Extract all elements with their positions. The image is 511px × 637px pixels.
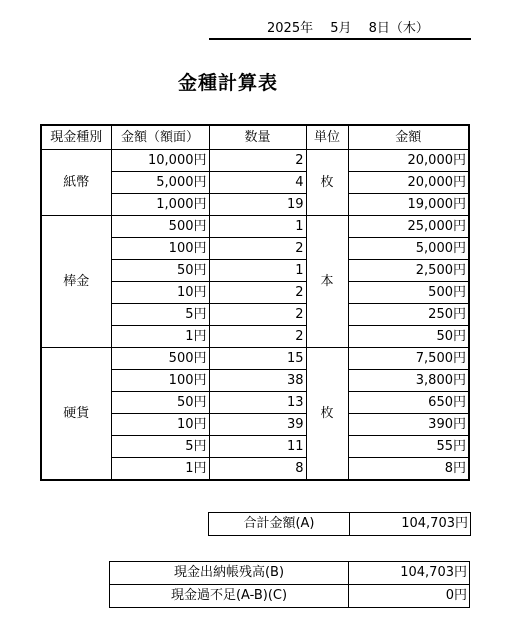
page-title: 金種計算表 — [178, 72, 279, 94]
quantity-cell: 39 — [209, 414, 306, 436]
total-value: 104,703円 — [350, 513, 471, 536]
quantity-cell: 2 — [209, 238, 306, 260]
cash-difference-label: 現金過不足(A-B)(C) — [110, 585, 349, 608]
face-value-cell: 500円 — [111, 216, 209, 238]
cash-book-balance-label: 現金出納帳残高(B) — [110, 562, 349, 585]
header-cash-type: 現金種別 — [41, 125, 111, 150]
quantity-cell: 2 — [209, 326, 306, 348]
table-row — [41, 150, 469, 172]
quantity-cell: 2 — [209, 282, 306, 304]
cash-difference-value: 0円 — [349, 585, 470, 608]
amount-cell: 650円 — [348, 392, 469, 414]
face-value-cell: 10円 — [111, 414, 209, 436]
total-label: 合計金額(A) — [209, 513, 350, 536]
table-header-row — [41, 125, 469, 150]
quantity-cell: 38 — [209, 370, 306, 392]
quantity-cell: 13 — [209, 392, 306, 414]
cash-difference-row — [110, 585, 470, 608]
header-amount: 金額 — [348, 125, 469, 150]
quantity-cell: 1 — [209, 216, 306, 238]
amount-cell: 5,000円 — [348, 238, 469, 260]
quantity-cell: 11 — [209, 436, 306, 458]
face-value-cell: 1円 — [111, 458, 209, 481]
face-value-cell: 100円 — [111, 238, 209, 260]
quantity-cell: 8 — [209, 458, 306, 481]
amount-cell: 8円 — [348, 458, 469, 481]
amount-cell: 55円 — [348, 436, 469, 458]
cash-summary-table — [109, 561, 470, 608]
quantity-cell: 2 — [209, 150, 306, 172]
quantity-cell: 15 — [209, 348, 306, 370]
amount-cell: 25,000円 — [348, 216, 469, 238]
face-value-cell: 100円 — [111, 370, 209, 392]
unit-cell: 本 — [306, 216, 348, 348]
cash-book-balance-value: 104,703円 — [349, 562, 470, 585]
date-text: 2025年 5月 8日（木） — [267, 21, 429, 36]
denomination-table — [40, 124, 470, 481]
header-unit: 単位 — [306, 125, 348, 150]
cash-type-cell: 硬貨 — [41, 348, 111, 481]
amount-cell: 19,000円 — [348, 194, 469, 216]
amount-cell: 7,500円 — [348, 348, 469, 370]
amount-cell: 2,500円 — [348, 260, 469, 282]
face-value-cell: 10円 — [111, 282, 209, 304]
date-line — [209, 15, 471, 40]
amount-cell: 250円 — [348, 304, 469, 326]
face-value-cell: 5円 — [111, 436, 209, 458]
amount-cell: 50円 — [348, 326, 469, 348]
amount-cell: 500円 — [348, 282, 469, 304]
quantity-cell: 2 — [209, 304, 306, 326]
face-value-cell: 10,000円 — [111, 150, 209, 172]
quantity-cell: 19 — [209, 194, 306, 216]
amount-cell: 20,000円 — [348, 172, 469, 194]
face-value-cell: 50円 — [111, 392, 209, 414]
unit-cell: 枚 — [306, 348, 348, 481]
cash-book-balance-row — [110, 562, 470, 585]
face-value-cell: 50円 — [111, 260, 209, 282]
face-value-cell: 1円 — [111, 326, 209, 348]
total-table — [208, 512, 471, 536]
face-value-cell: 500円 — [111, 348, 209, 370]
amount-cell: 390円 — [348, 414, 469, 436]
quantity-cell: 4 — [209, 172, 306, 194]
face-value-cell: 5円 — [111, 304, 209, 326]
unit-cell: 枚 — [306, 150, 348, 216]
cash-type-cell: 棒金 — [41, 216, 111, 348]
total-row — [209, 513, 471, 536]
header-quantity: 数量 — [209, 125, 306, 150]
header-face-value: 金額（額面） — [111, 125, 209, 150]
table-row — [41, 216, 469, 238]
table-row — [41, 348, 469, 370]
face-value-cell: 1,000円 — [111, 194, 209, 216]
face-value-cell: 5,000円 — [111, 172, 209, 194]
quantity-cell: 1 — [209, 260, 306, 282]
amount-cell: 20,000円 — [348, 150, 469, 172]
amount-cell: 3,800円 — [348, 370, 469, 392]
cash-type-cell: 紙幣 — [41, 150, 111, 216]
